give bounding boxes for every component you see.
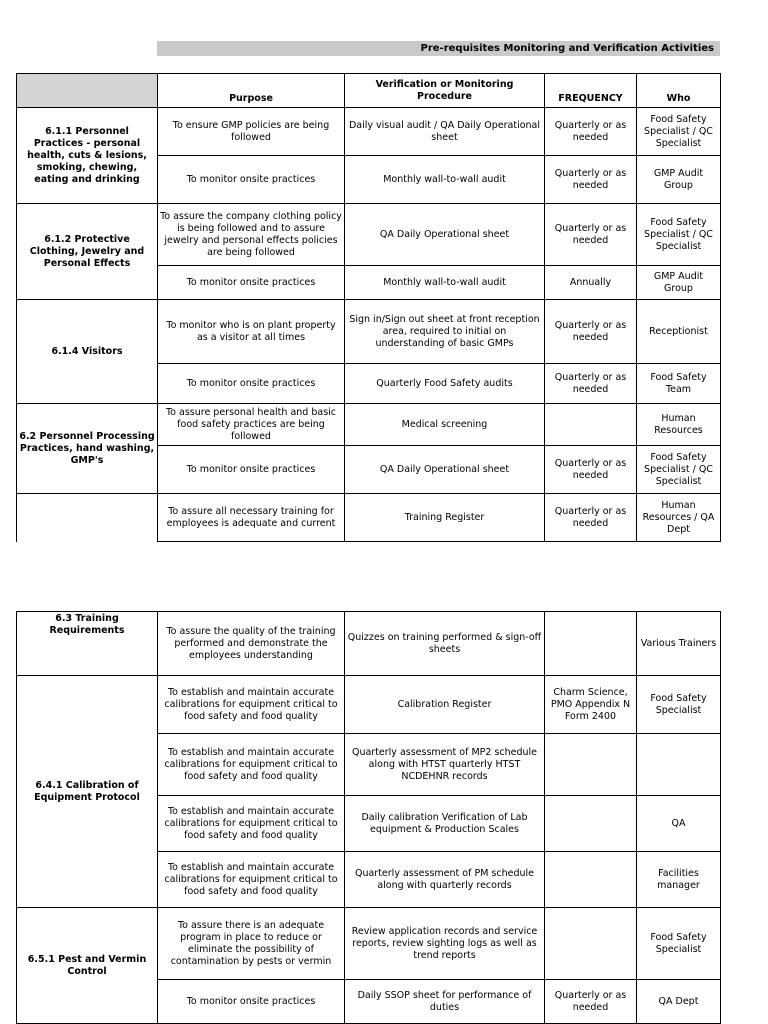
section-6-1-4: 6.1.4 Visitors: [17, 300, 158, 404]
who-cell: Human Resources: [637, 404, 721, 446]
purpose-cell: To monitor onsite practices: [158, 980, 345, 1024]
frequency-cell: Quarterly or as needed: [545, 446, 637, 494]
section-6-5-1: 6.5.1 Pest and Vermin Control: [17, 908, 158, 1024]
who-cell: QA Dept: [637, 980, 721, 1024]
frequency-cell: [545, 734, 637, 796]
procedure-cell: Daily SSOP sheet for performance of duties: [345, 980, 545, 1024]
who-cell: Food Safety Specialist: [637, 676, 721, 734]
frequency-cell: Quarterly or as needed: [545, 108, 637, 156]
header-frequency: FREQUENCY: [545, 74, 637, 108]
table-row: [17, 108, 721, 156]
table-row: [17, 204, 721, 266]
frequency-cell: [545, 612, 637, 676]
who-cell: [637, 734, 721, 796]
section-6-3-continued: [17, 494, 158, 542]
monitoring-table-bottom: [16, 611, 721, 1024]
header-who: Who: [637, 74, 721, 108]
procedure-cell: Quarterly assessment of PM schedule along with quarterly records: [345, 852, 545, 908]
purpose-cell: To assure there is an adequate program in place to reduce or eliminate the possibility of contamination by pests or vermin: [158, 908, 345, 980]
frequency-cell: [545, 908, 637, 980]
procedure-cell: QA Daily Operational sheet: [345, 204, 545, 266]
monitoring-table-top: [16, 73, 721, 542]
frequency-cell: Quarterly or as needed: [545, 204, 637, 266]
procedure-cell: Daily visual audit / QA Daily Operational sheet: [345, 108, 545, 156]
who-cell: Various Trainers: [637, 612, 721, 676]
purpose-cell: To ensure GMP policies are being followed: [158, 108, 345, 156]
purpose-cell: To assure personal health and basic food safety practices are being followed: [158, 404, 345, 446]
table-row: [17, 404, 721, 446]
frequency-cell: [545, 852, 637, 908]
section-6-1-2: 6.1.2 Protective Clothing, Jewelry and Personal Effects: [17, 204, 158, 300]
table-row: [17, 908, 721, 980]
procedure-cell: Daily calibration Verification of Lab equipment & Production Scales: [345, 796, 545, 852]
header-procedure: Verification or Monitoring Procedure: [345, 74, 545, 108]
table-row: [17, 612, 721, 676]
who-cell: Food Safety Team: [637, 364, 721, 404]
who-cell: Food Safety Specialist / QC Specialist: [637, 108, 721, 156]
section-6-4-1: 6.4.1 Calibration of Equipment Protocol: [17, 676, 158, 908]
purpose-cell: To assure all necessary training for employees is adequate and current: [158, 494, 345, 542]
who-cell: Facilities manager: [637, 852, 721, 908]
table-row: [17, 494, 721, 542]
purpose-cell: To establish and maintain accurate calibrations for equipment critical to food safety and food quality: [158, 676, 345, 734]
header-blank-cell: [17, 74, 158, 108]
who-cell: QA: [637, 796, 721, 852]
frequency-cell: [545, 404, 637, 446]
purpose-cell: To assure the company clothing policy is being followed and to assure jewelry and personal effects policies are being followed: [158, 204, 345, 266]
purpose-cell: To establish and maintain accurate calibrations for equipment critical to food safety and food quality: [158, 796, 345, 852]
procedure-cell: Medical screening: [345, 404, 545, 446]
frequency-cell: Quarterly or as needed: [545, 494, 637, 542]
purpose-cell: To monitor onsite practices: [158, 266, 345, 300]
purpose-cell: To assure the quality of the training performed and demonstrate the employees understanding: [158, 612, 345, 676]
frequency-cell: [545, 796, 637, 852]
procedure-cell: Quizzes on training performed & sign-off sheets: [345, 612, 545, 676]
frequency-cell: Quarterly or as needed: [545, 980, 637, 1024]
procedure-cell: Review application records and service reports, review sighting logs as well as trend reports: [345, 908, 545, 980]
procedure-cell: Sign in/Sign out sheet at front reception area, required to initial on understanding of basic GMPs: [345, 300, 545, 364]
procedure-cell: Quarterly Food Safety audits: [345, 364, 545, 404]
who-cell: GMP Audit Group: [637, 266, 721, 300]
procedure-cell: Monthly wall-to-wall audit: [345, 266, 545, 300]
who-cell: Food Safety Specialist / QC Specialist: [637, 446, 721, 494]
section-6-1-1: 6.1.1 Personnel Practices - personal health, cuts & lesions, smoking, chewing, eating and drinking: [17, 108, 158, 204]
procedure-cell: Monthly wall-to-wall audit: [345, 156, 545, 204]
who-cell: Food Safety Specialist: [637, 908, 721, 980]
purpose-cell: To monitor onsite practices: [158, 446, 345, 494]
procedure-cell: Quarterly assessment of MP2 schedule along with HTST quarterly HTST NCDEHNR records: [345, 734, 545, 796]
purpose-cell: To monitor onsite practices: [158, 156, 345, 204]
table-row: [17, 300, 721, 364]
purpose-cell: To establish and maintain accurate calibrations for equipment critical to food safety and food quality: [158, 734, 345, 796]
table-row: [17, 676, 721, 734]
purpose-cell: To monitor onsite practices: [158, 364, 345, 404]
purpose-cell: To establish and maintain accurate calibrations for equipment critical to food safety and food quality: [158, 852, 345, 908]
header-purpose: Purpose: [158, 74, 345, 108]
frequency-cell: Charm Science, PMO Appendix N Form 2400: [545, 676, 637, 734]
section-6-2: 6.2 Personnel Processing Practices, hand washing, GMP's: [17, 404, 158, 494]
procedure-cell: QA Daily Operational sheet: [345, 446, 545, 494]
section-6-3: 6.3 Training Requirements: [17, 612, 158, 676]
frequency-cell: Annually: [545, 266, 637, 300]
who-cell: Human Resources / QA Dept: [637, 494, 721, 542]
frequency-cell: Quarterly or as needed: [545, 364, 637, 404]
procedure-cell: Training Register: [345, 494, 545, 542]
document-title: Pre-requisites Monitoring and Verification Activities: [157, 41, 720, 56]
frequency-cell: Quarterly or as needed: [545, 300, 637, 364]
who-cell: Food Safety Specialist / QC Specialist: [637, 204, 721, 266]
table-header-row: [17, 74, 721, 108]
who-cell: Receptionist: [637, 300, 721, 364]
purpose-cell: To monitor who is on plant property as a visitor at all times: [158, 300, 345, 364]
who-cell: GMP Audit Group: [637, 156, 721, 204]
procedure-cell: Calibration Register: [345, 676, 545, 734]
frequency-cell: Quarterly or as needed: [545, 156, 637, 204]
